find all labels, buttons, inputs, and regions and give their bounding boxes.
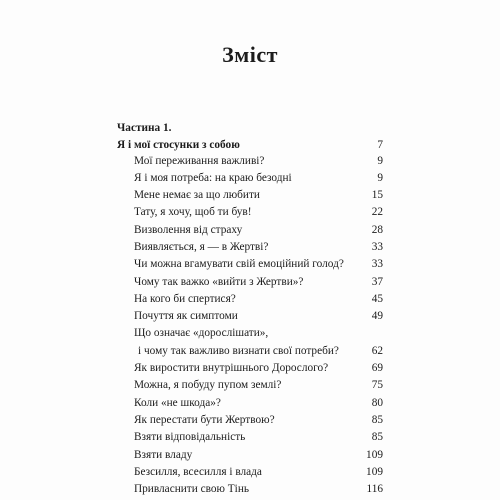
toc-entry-title: Коли «не шкода»? [134,396,221,409]
toc-entries [117,137,383,499]
toc-entry-page-number: 15 [371,189,383,202]
toc-entry-title: Чому так важко «вийти з Жертви»? [134,275,304,288]
toc-entry [117,187,383,204]
toc-entry-page-number: 49 [371,310,383,323]
toc-entry-title: Можна, я побуду пупом землі? [134,379,282,392]
toc-entry-page-number: 116 [366,483,383,496]
toc-entry-title: Виявляється, я — в Жертві? [134,240,269,253]
toc-entry-page-number: 109 [366,465,383,478]
toc-entry-title: Як перестати бути Жертвою? [134,413,275,426]
toc-entry-title: Що означає «дорослішати», [134,327,269,340]
toc-entry-page-number: 85 [371,413,383,426]
toc-entry-page-number: 9 [377,171,383,184]
table-of-contents [117,121,383,498]
toc-entry-page-number: 85 [371,431,383,444]
toc-section-entry [117,137,383,153]
toc-entry-title: Як виростити внутрішнього Дорослого? [134,362,329,375]
toc-entry-title: Визволення від страху [134,223,243,236]
toc-entry [117,239,383,256]
toc-entry-page-number: 37 [371,275,383,288]
part-heading: Частина 1. [117,122,172,134]
toc-entry [117,360,383,377]
toc-entry [117,447,383,464]
toc-entry [117,291,383,308]
toc-entry [117,412,383,429]
toc-entry-title: Взяти владу [134,448,193,461]
toc-entry-page-number: 62 [371,344,383,357]
toc-entry-page-number: 7 [377,138,383,151]
toc-entry [117,325,383,342]
toc-entry-page-number: 109 [366,448,383,461]
toc-entry-page-number: 33 [371,240,383,253]
toc-entry [117,481,383,498]
toc-entry-title: Я і мої стосунки з собою [117,138,240,151]
toc-entry-title: Тату, я хочу, щоб ти був! [134,206,252,219]
toc-entry-page-number: 9 [377,154,383,167]
contents-title: Зміст [222,42,278,67]
toc-entry [117,429,383,446]
toc-entry [117,204,383,221]
toc-entry [117,464,383,481]
toc-entry [117,153,383,170]
toc-entry-title: Мене немає за що любити [134,189,260,202]
toc-entry-page-number: 33 [371,258,383,271]
toc-entry-title: Чи можна вгамувати свій емоційний голод? [134,258,344,271]
toc-entry [117,222,383,239]
toc-entry-title: Безсилля, всесилля і влада [134,465,262,478]
toc-entry-page-number: 22 [371,206,383,219]
toc-entry [117,170,383,187]
toc-entry [117,256,383,273]
toc-entry-page-number: 80 [371,396,383,409]
toc-entry-title: Я і моя потреба: на краю безодні [134,171,292,184]
toc-entry [117,343,383,360]
toc-entry [117,274,383,291]
toc-entry [117,395,383,412]
toc-entry-title: і чому так важливо визнати свої потреби? [138,344,339,357]
toc-entry-page-number: 69 [371,362,383,375]
toc-entry-page-number: 28 [371,223,383,236]
toc-entry-title: Привласнити свою Тінь [134,483,250,496]
toc-entry [117,377,383,394]
toc-entry-page-number: 75 [371,379,383,392]
toc-entry-title: На кого би спертися? [134,292,236,305]
toc-entry-page-number: 45 [371,292,383,305]
toc-entry-title: Взяти відповідальність [134,431,246,444]
toc-entry-title: Мої переживання важливі? [134,154,265,167]
toc-entry-title: Почуття як симптоми [134,310,238,323]
toc-entry [117,308,383,325]
